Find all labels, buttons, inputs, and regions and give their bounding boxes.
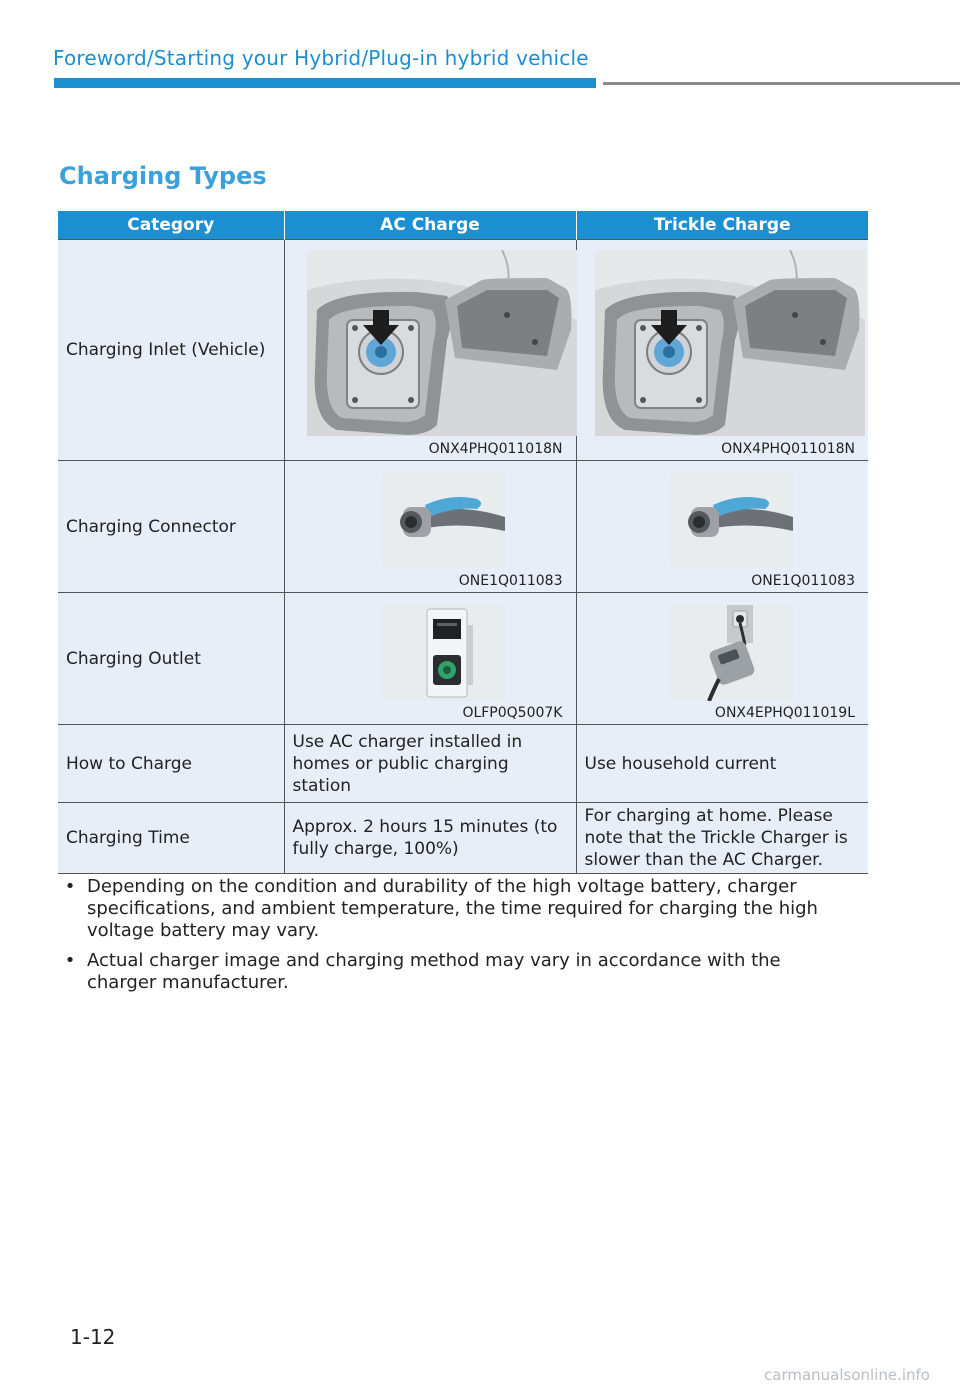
table-row	[58, 725, 868, 803]
table-header-row	[58, 211, 868, 240]
header-category: Category	[58, 211, 284, 240]
watermark: carmanualsonline.info	[764, 1366, 930, 1384]
connector-trickle-caption: ONE1Q011083	[751, 573, 855, 589]
outlet-ac-cell	[284, 593, 576, 725]
outlet-trickle-cell	[576, 593, 868, 725]
charging-connector-image	[669, 473, 793, 567]
table-row	[58, 593, 868, 725]
section-title: Charging Types	[59, 162, 267, 190]
charging-inlet-image	[595, 250, 865, 436]
page-number: 1-12	[70, 1325, 116, 1349]
bullet-icon: •	[64, 950, 76, 971]
connector-trickle-cell	[576, 461, 868, 593]
row-label-how-to-charge: How to Charge	[58, 725, 284, 803]
charging-time-ac: Approx. 2 hours 15 minutes (to fully charge, 100%)	[284, 803, 576, 874]
row-label-charging-time: Charging Time	[58, 803, 284, 874]
note-text: Depending on the condition and durability of the high voltage battery, charger specifications, and ambient temperature, the time required for charging the high voltage battery may vary.	[87, 876, 818, 941]
list-item	[60, 950, 850, 994]
table-row	[58, 240, 868, 461]
header-bar	[54, 78, 596, 88]
row-label-connector: Charging Connector	[58, 461, 284, 593]
outlet-ac-caption: OLFP0Q5007K	[462, 705, 563, 721]
note-text: Actual charger image and charging method may vary in accordance with the charger manufacturer.	[87, 950, 781, 993]
inlet-ac-cell	[284, 240, 576, 461]
charging-inlet-image	[307, 250, 577, 436]
inlet-ac-caption: ONX4PHQ011018N	[428, 441, 563, 457]
header-title: Foreword/Starting your Hybrid/Plug-in hybrid vehicle	[53, 46, 589, 70]
header-ac-charge: AC Charge	[284, 211, 576, 240]
how-to-charge-ac: Use AC charger installed in homes or public charging station	[284, 725, 576, 803]
header-trickle-charge: Trickle Charge	[576, 211, 868, 240]
header-rule	[603, 82, 960, 85]
row-label-outlet: Charging Outlet	[58, 593, 284, 725]
ac-charger-station-image	[381, 605, 505, 701]
trickle-charger-image	[669, 605, 793, 701]
bullet-icon: •	[64, 876, 76, 897]
row-label-inlet: Charging Inlet (Vehicle)	[58, 240, 284, 461]
inlet-trickle-cell	[576, 240, 868, 461]
table-row	[58, 803, 868, 874]
charging-connector-image	[381, 473, 505, 567]
charging-time-trickle: For charging at home. Please note that the Trickle Charger is slower than the AC Charger.	[576, 803, 868, 874]
notes-list	[60, 876, 850, 1002]
inlet-trickle-caption: ONX4PHQ011018N	[721, 441, 855, 457]
list-item	[60, 876, 850, 942]
connector-ac-cell	[284, 461, 576, 593]
outlet-trickle-caption: ONX4EPHQ011019L	[714, 705, 855, 721]
how-to-charge-trickle: Use household current	[576, 725, 868, 803]
connector-ac-caption: ONE1Q011083	[458, 573, 563, 589]
charging-types-table	[58, 211, 868, 874]
table-row	[58, 461, 868, 593]
